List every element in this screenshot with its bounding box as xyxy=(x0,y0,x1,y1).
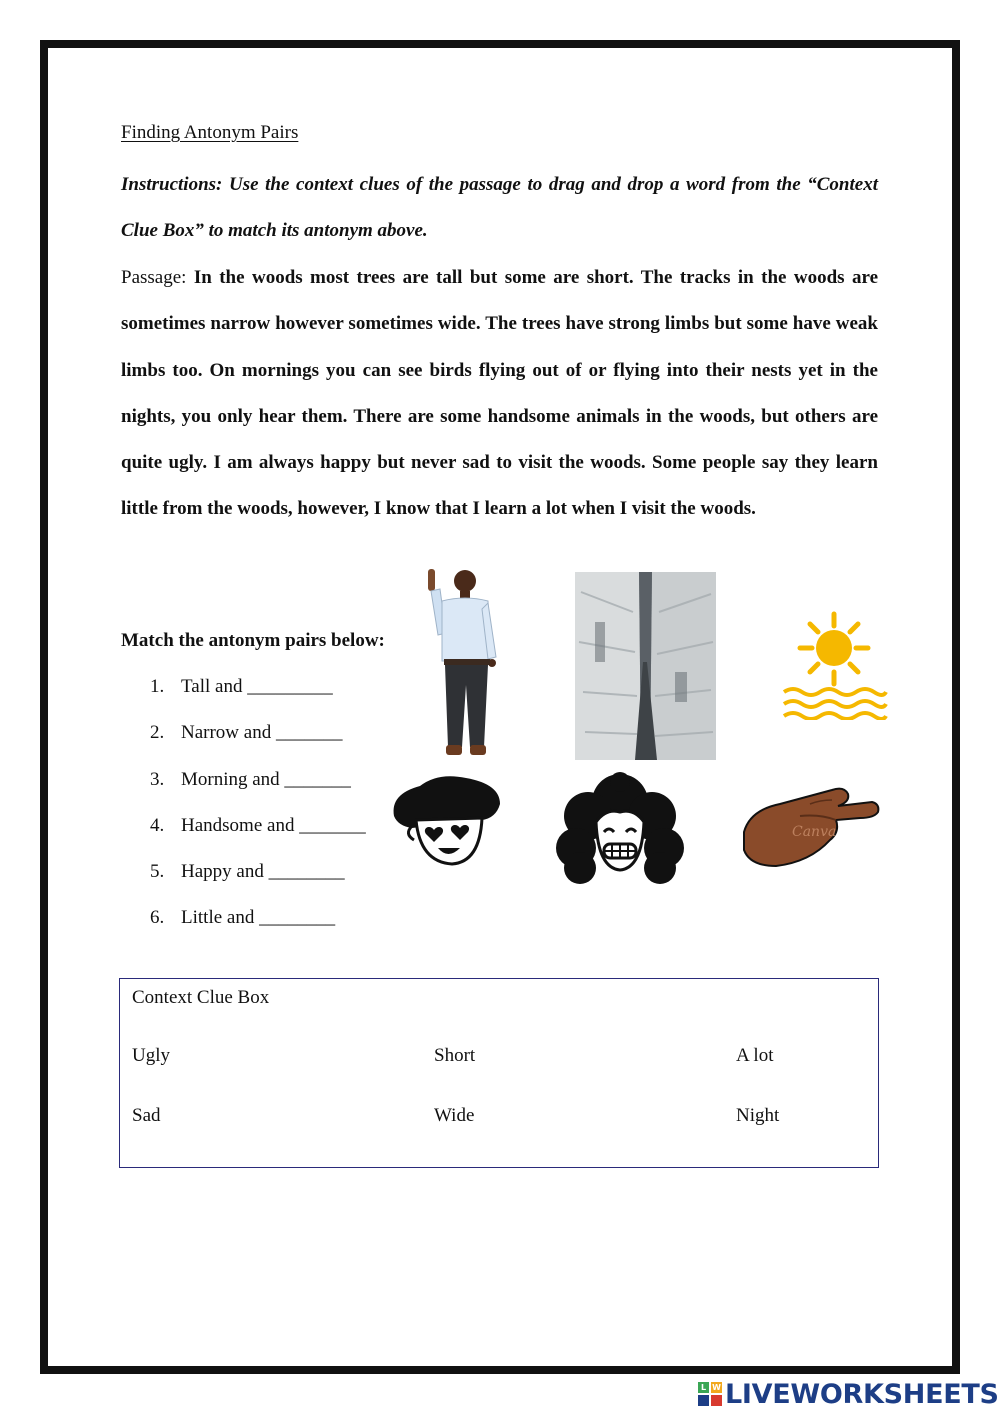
clue-word-wide[interactable]: Wide xyxy=(434,1105,475,1126)
context-clue-box xyxy=(119,978,879,1168)
antonym-pair-item[interactable]: 4. Handsome and _______ xyxy=(150,814,366,836)
antonym-pair-item[interactable]: 2. Narrow and _______ xyxy=(150,722,343,744)
antonym-pair-list xyxy=(150,676,366,954)
clue-word-a-lot[interactable]: A lot xyxy=(736,1045,774,1066)
instructions: Instructions: Use the context clues of the passage to drag and drop a word from the “Context Clue Box” to match its antonym above. xyxy=(121,174,878,241)
clue-word-sad[interactable]: Sad xyxy=(132,1105,161,1126)
antonym-pair-item[interactable]: 6. Little and ________ xyxy=(150,907,336,929)
clue-word-short[interactable]: Short xyxy=(434,1045,476,1066)
liveworksheets-logo xyxy=(698,1378,999,1410)
narrow-alley-image xyxy=(575,572,716,760)
canva-watermark: Canva xyxy=(792,824,837,840)
clue-word-ugly[interactable]: Ugly xyxy=(132,1045,170,1066)
antonym-pair-item[interactable]: 5. Happy and ________ xyxy=(150,861,345,883)
logo-mark-icon: L W xyxy=(698,1382,722,1406)
worksheet-title: Finding Antonym Pairs xyxy=(121,122,299,143)
logo-text: LIVEWORKSHEETS xyxy=(725,1378,999,1410)
pinch-hand-icon xyxy=(740,780,882,872)
antonym-pair-item[interactable]: 3. Morning and _______ xyxy=(150,768,351,790)
clue-box-title: Context Clue Box xyxy=(132,987,270,1008)
antonym-pair-item[interactable]: 1. Tall and _________ xyxy=(150,676,333,697)
match-heading: Match the antonym pairs below: xyxy=(121,630,385,651)
passage-text: In the woods most trees are tall but some are short. The tracks in the woods are sometimes narrow however sometimes wide. The trees have strong limbs but some have weak limbs too. On mornings you can see birds flying out of or flying into their nests yet in the nights, you only hear them. There are some handsome animals in the woods, but others are quite ugly. I am always happy but never sad to visit the woods. Some people say they learn little from the woods, however, I know that I learn a lot when I visit the woods. xyxy=(121,267,879,520)
passage xyxy=(121,255,878,533)
passage-label: Passage: xyxy=(121,267,187,288)
clue-word-night[interactable]: Night xyxy=(736,1105,780,1126)
tall-man-image xyxy=(418,565,498,761)
grinning-face-icon xyxy=(556,772,684,886)
heart-eyes-face-icon xyxy=(390,770,504,870)
morning-sun-icon xyxy=(780,608,888,720)
